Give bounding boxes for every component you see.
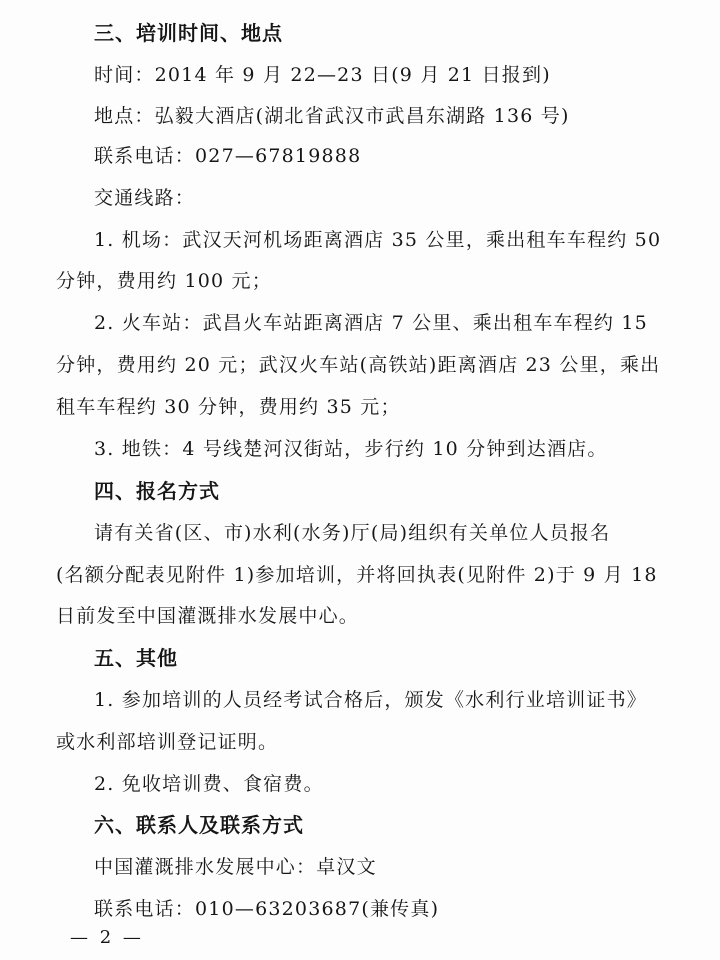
- transport-train-line-1: 2. 火车站：武昌火车站距离酒店 7 公里、乘出租车车程约 15: [94, 312, 648, 334]
- transport-metro: 3. 地铁：4 号线楚河汉街站，步行约 10 分钟到达酒店。: [94, 438, 608, 460]
- transport-airport-line-1: 1. 机场：武汉天河机场距离酒店 35 公里，乘出租车车程约 50: [94, 229, 662, 251]
- section-heading-registration: 四、报名方式: [94, 479, 220, 503]
- registration-line-2: (名额分配表见附件 1)参加培训，并将回执表(见附件 2)于 9 月 18: [56, 564, 658, 586]
- training-time: 时间：2014 年 9 月 22—23 日(9 月 21 日报到): [94, 64, 551, 86]
- section-heading-contact: 六、联系人及联系方式: [94, 813, 304, 837]
- registration-line-1: 请有关省(区、市)水利(水务)厅(局)组织有关单位人员报名: [94, 522, 611, 544]
- other-item-1-line-1: 1. 参加培训的人员经考试合格后，颁发《水利行业培训证书》: [94, 689, 647, 711]
- contact-person: 中国灌溉排水发展中心：卓汉文: [94, 856, 377, 878]
- section-heading-other: 五、其他: [94, 646, 178, 670]
- training-location: 地点：弘毅大酒店(湖北省武汉市武昌东湖路 136 号): [94, 105, 570, 127]
- contact-phone: 联系电话：010—63203687(兼传真): [94, 898, 440, 920]
- section-heading-training: 三、培训时间、地点: [94, 21, 283, 45]
- transport-train-line-2: 分钟，费用约 20 元；武汉火车站(高铁站)距离酒店 23 公里，乘出: [56, 354, 661, 376]
- other-item-1-line-2: 或水利部培训登记证明。: [56, 731, 279, 753]
- training-phone: 联系电话：027—67819888: [94, 145, 362, 167]
- transport-label: 交通线路：: [94, 187, 196, 209]
- registration-line-3: 日前发至中国灌溉排水发展中心。: [56, 605, 360, 627]
- other-item-2: 2. 免收培训费、食宿费。: [94, 773, 324, 795]
- transport-airport-line-2: 分钟，费用约 100 元；: [56, 270, 272, 292]
- page-number: — 2 —: [70, 927, 144, 948]
- transport-train-line-3: 租车车程约 30 分钟，费用约 35 元；: [56, 396, 401, 418]
